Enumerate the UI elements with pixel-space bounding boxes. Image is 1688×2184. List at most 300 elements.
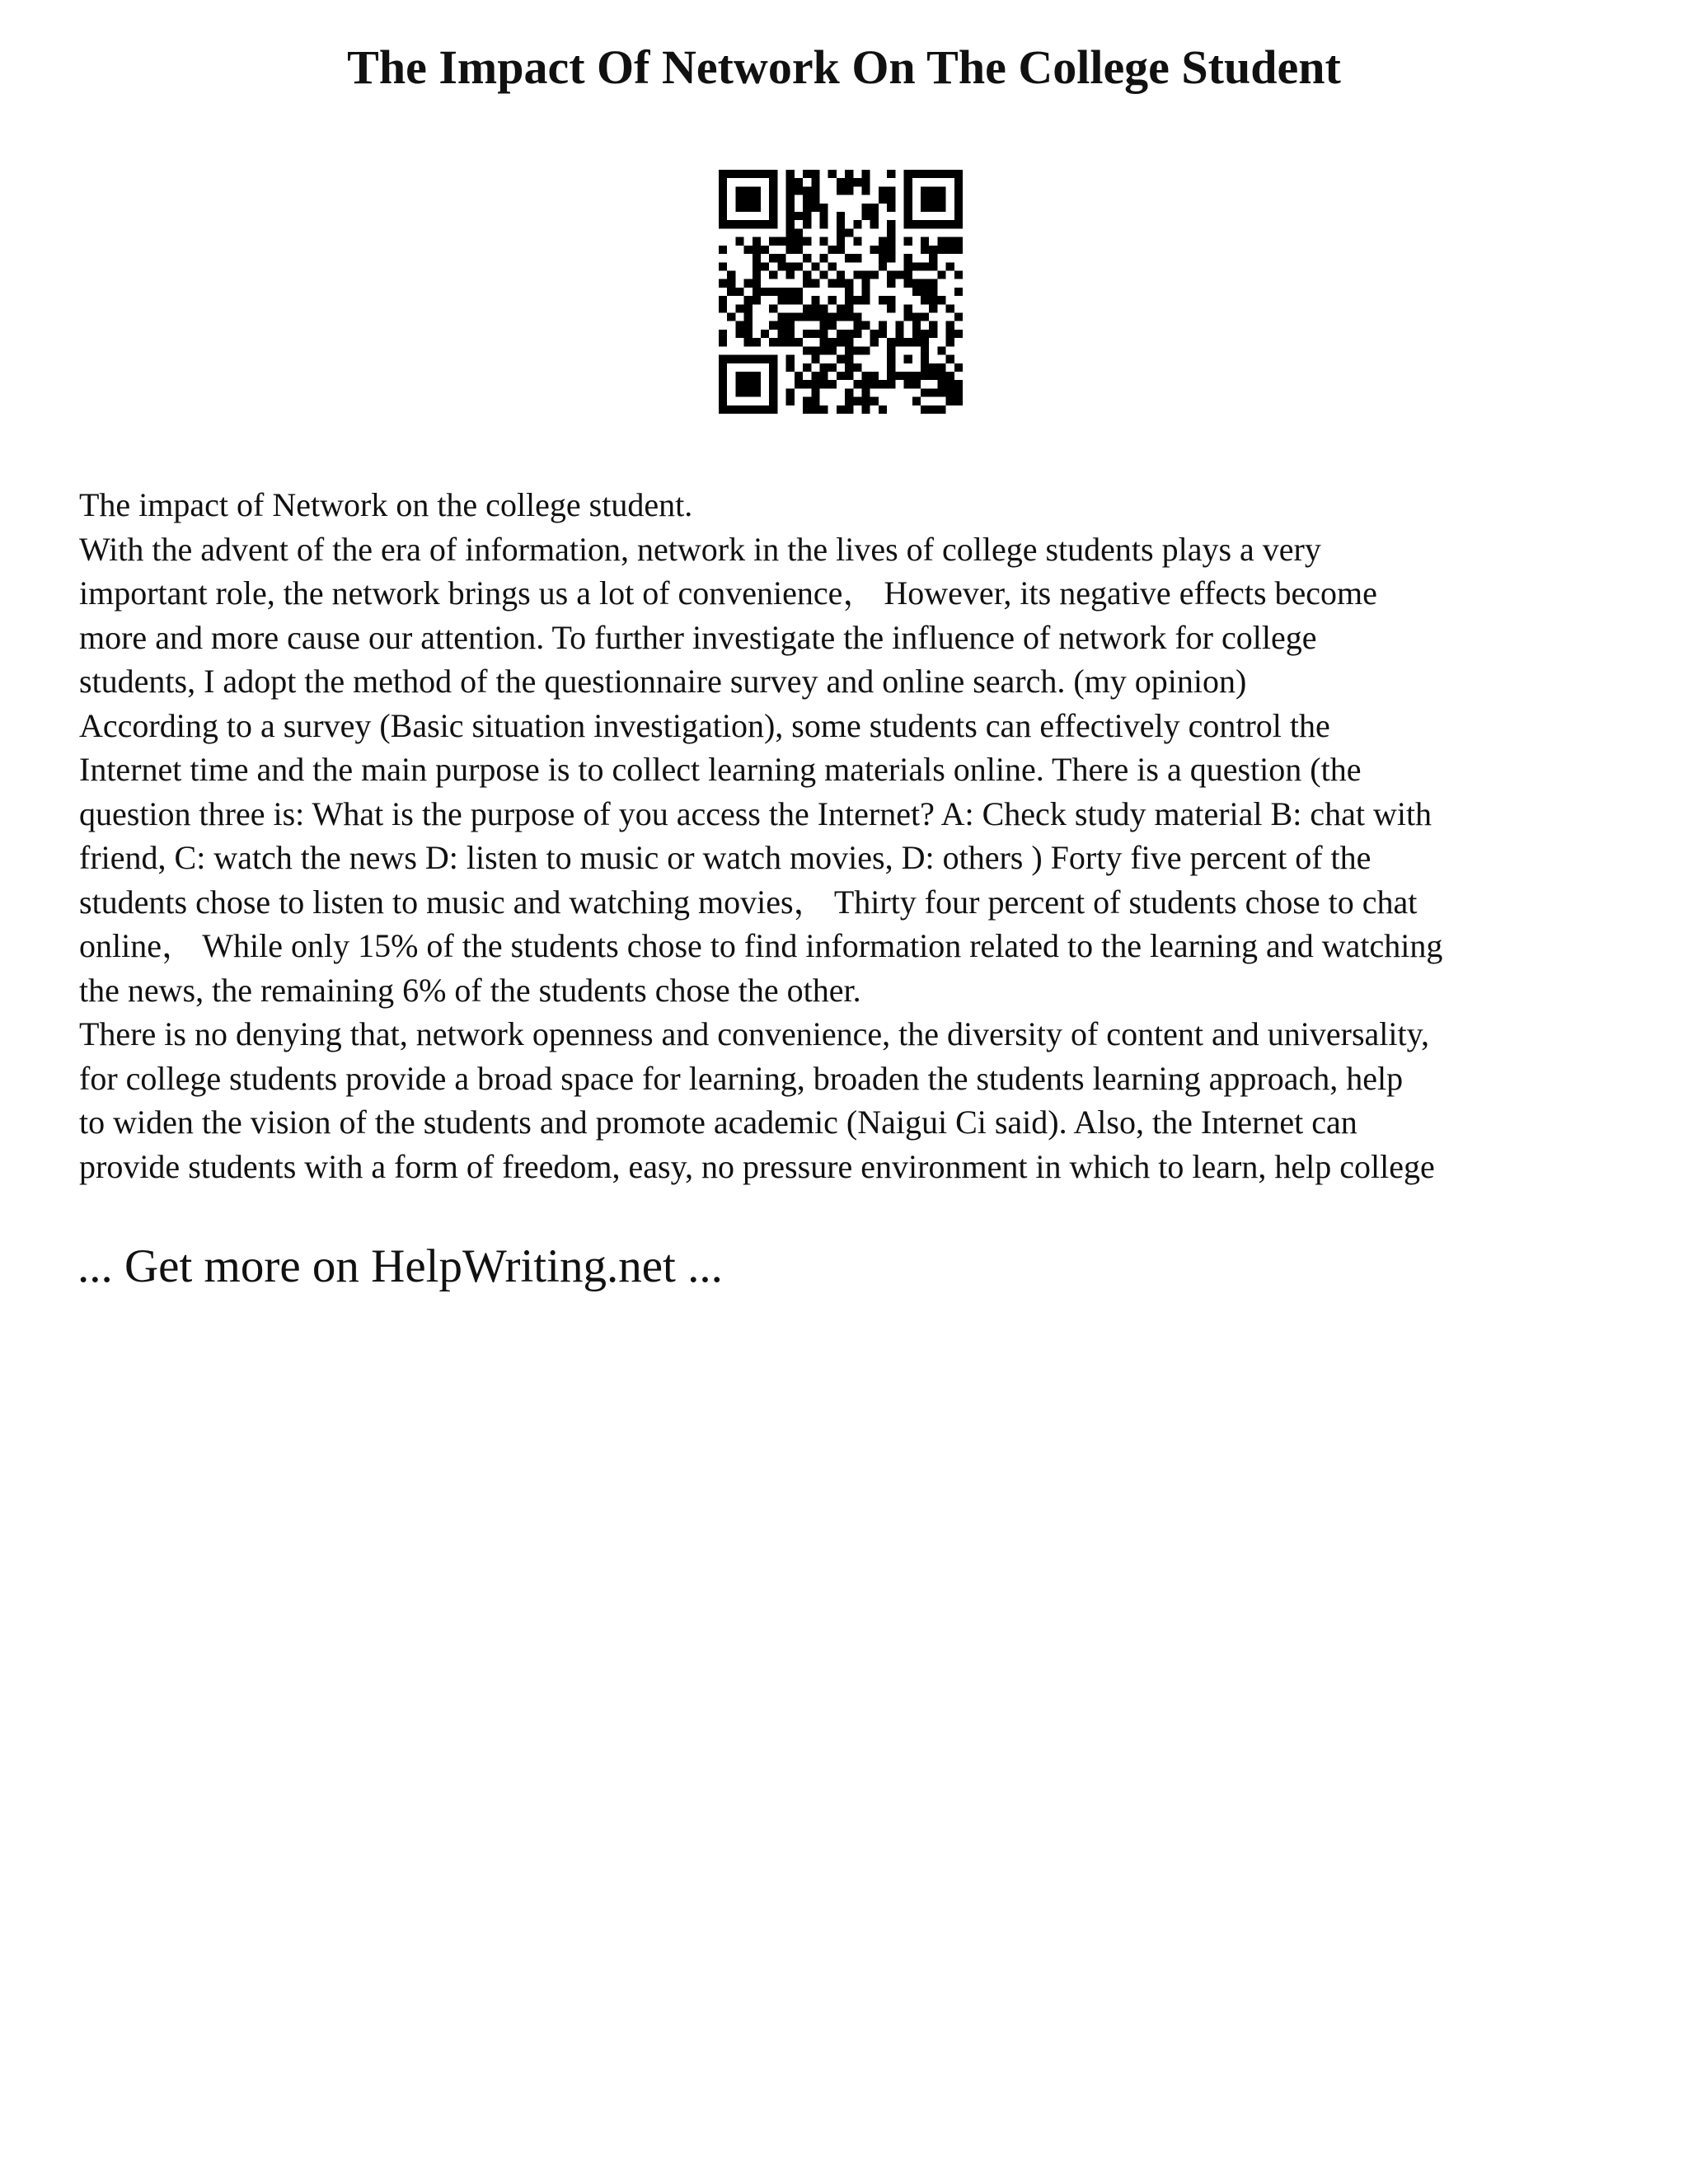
qr-module bbox=[937, 380, 945, 388]
qr-module bbox=[870, 380, 879, 388]
qr-module bbox=[819, 321, 828, 330]
qr-module bbox=[795, 372, 803, 380]
qr-module bbox=[753, 380, 761, 388]
qr-module bbox=[803, 330, 811, 338]
qr-module bbox=[753, 237, 761, 246]
text-line: for college students provide a broad space for learning, broaden the students learning approach, help bbox=[79, 1059, 1404, 1097]
qr-module bbox=[811, 388, 819, 396]
qr-module bbox=[777, 321, 785, 330]
qr-module bbox=[777, 313, 785, 321]
qr-module bbox=[819, 330, 828, 338]
qr-module bbox=[904, 237, 912, 246]
qr-module bbox=[753, 405, 761, 414]
qr-module bbox=[887, 220, 895, 228]
qr-module bbox=[786, 237, 795, 246]
qr-module bbox=[904, 355, 912, 363]
qr-module bbox=[845, 388, 853, 396]
qr-module bbox=[819, 204, 828, 212]
text-line: more and more cause our attention. To further investigate the influence of network for college bbox=[79, 618, 1317, 656]
text-line: According to a survey (Basic situation investigation), some students can effectively control the bbox=[79, 706, 1330, 744]
qr-module bbox=[828, 262, 837, 270]
qr-module bbox=[946, 262, 954, 270]
qr-module bbox=[753, 204, 761, 212]
qr-module bbox=[879, 262, 887, 270]
qr-module bbox=[904, 254, 912, 262]
qr-module bbox=[819, 212, 828, 220]
qr-module bbox=[954, 195, 963, 204]
get-more-link[interactable]: ... Get more on HelpWriting.net ... bbox=[77, 1240, 723, 1292]
qr-module bbox=[735, 372, 743, 380]
qr-module bbox=[879, 186, 887, 194]
qr-module bbox=[786, 330, 795, 338]
qr-module bbox=[887, 355, 895, 363]
qr-module bbox=[769, 270, 777, 279]
text-line: important role, the network brings us a lot of convenience， However, its negative effects become bbox=[79, 574, 1377, 612]
qr-module bbox=[853, 330, 861, 338]
qr-module bbox=[819, 270, 828, 279]
qr-module bbox=[727, 355, 735, 363]
qr-module bbox=[904, 186, 912, 194]
qr-module bbox=[777, 330, 785, 338]
qr-module bbox=[937, 363, 945, 372]
qr-module bbox=[929, 296, 937, 304]
page-title: The Impact Of Network On The College Student bbox=[347, 40, 1341, 94]
qr-module bbox=[719, 178, 727, 186]
qr-module bbox=[929, 186, 937, 194]
qr-module bbox=[811, 346, 819, 354]
qr-module bbox=[727, 270, 735, 279]
qr-module bbox=[786, 288, 795, 296]
paragraph-intro bbox=[79, 483, 1629, 527]
qr-module bbox=[912, 338, 921, 346]
qr-module bbox=[753, 355, 761, 363]
qr-module bbox=[845, 405, 853, 414]
qr-module bbox=[937, 237, 945, 246]
qr-module bbox=[828, 380, 837, 388]
qr-module bbox=[811, 313, 819, 321]
qr-module bbox=[954, 397, 963, 405]
qr-module bbox=[744, 296, 753, 304]
qr-module bbox=[845, 186, 853, 194]
text-line: friend, C: watch the news D: listen to music or watch movies, D: others ) Forty five percent of the bbox=[79, 839, 1372, 876]
qr-module bbox=[879, 296, 887, 304]
qr-module bbox=[912, 170, 921, 178]
qr-module bbox=[904, 170, 912, 178]
qr-module bbox=[862, 288, 870, 296]
qr-module bbox=[929, 204, 937, 212]
qr-module bbox=[753, 262, 761, 270]
qr-module bbox=[777, 288, 785, 296]
qr-module bbox=[786, 338, 795, 346]
text-line: students, I adopt the method of the questionnaire survey and online search. (my opinion) bbox=[79, 663, 1247, 700]
qr-module bbox=[870, 338, 879, 346]
qr-module bbox=[837, 313, 845, 321]
qr-module bbox=[921, 220, 929, 228]
qr-module bbox=[929, 304, 937, 312]
qr-module bbox=[811, 195, 819, 204]
qr-module bbox=[819, 372, 828, 380]
qr-module bbox=[912, 279, 921, 288]
qr-module bbox=[811, 304, 819, 312]
qr-module bbox=[921, 186, 929, 194]
qr-module bbox=[761, 405, 769, 414]
qr-module bbox=[912, 397, 921, 405]
qr-module bbox=[853, 296, 861, 304]
qr-module bbox=[744, 355, 753, 363]
qr-module bbox=[803, 195, 811, 204]
qr-module bbox=[845, 338, 853, 346]
qr-module bbox=[921, 388, 929, 396]
qr-module bbox=[795, 313, 803, 321]
qr-module bbox=[946, 237, 954, 246]
qr-module bbox=[719, 246, 727, 254]
qr-module bbox=[719, 262, 727, 270]
qr-module bbox=[887, 296, 895, 304]
qr-module bbox=[946, 355, 954, 363]
qr-module bbox=[845, 178, 853, 186]
qr-module bbox=[862, 405, 870, 414]
qr-module bbox=[879, 330, 887, 338]
qr-module bbox=[845, 346, 853, 354]
qr-module bbox=[895, 330, 903, 338]
qr-module bbox=[921, 330, 929, 338]
qr-module bbox=[727, 220, 735, 228]
qr-module bbox=[853, 397, 861, 405]
qr-module bbox=[887, 246, 895, 254]
qr-module bbox=[837, 330, 845, 338]
qr-module bbox=[786, 170, 795, 178]
qr-module bbox=[845, 372, 853, 380]
qr-module bbox=[887, 338, 895, 346]
qr-module bbox=[769, 355, 777, 363]
qr-module bbox=[769, 380, 777, 388]
qr-module bbox=[887, 254, 895, 262]
qr-module bbox=[937, 220, 945, 228]
qr-module bbox=[786, 363, 795, 372]
qr-module bbox=[887, 237, 895, 246]
qr-module bbox=[921, 288, 929, 296]
qr-module bbox=[803, 186, 811, 194]
qr-module bbox=[744, 313, 753, 321]
qr-module bbox=[769, 186, 777, 194]
qr-module bbox=[904, 279, 912, 288]
qr-module bbox=[870, 220, 879, 228]
qr-module bbox=[845, 330, 853, 338]
qr-module bbox=[862, 380, 870, 388]
qr-module bbox=[777, 262, 785, 270]
qr-module bbox=[828, 170, 837, 178]
qr-module bbox=[912, 380, 921, 388]
qr-module bbox=[937, 270, 945, 279]
qr-module bbox=[904, 204, 912, 212]
qr-module bbox=[786, 321, 795, 330]
qr-module bbox=[887, 372, 895, 380]
qr-module bbox=[803, 212, 811, 220]
qr-module bbox=[837, 304, 845, 312]
text-line: students chose to listen to music and watching movies， Thirty four percent of students chose to chat bbox=[79, 883, 1418, 921]
qr-module bbox=[954, 288, 963, 296]
qr-module bbox=[786, 355, 795, 363]
qr-module bbox=[879, 237, 887, 246]
qr-module bbox=[904, 372, 912, 380]
qr-module bbox=[912, 220, 921, 228]
qr-module bbox=[719, 195, 727, 204]
qr-module bbox=[887, 380, 895, 388]
qr-module bbox=[811, 296, 819, 304]
text-line: Internet time and the main purpose is to collect learning materials online. There is a question (the bbox=[79, 751, 1362, 788]
qr-module bbox=[769, 388, 777, 396]
qr-module bbox=[921, 346, 929, 354]
qr-module bbox=[921, 262, 929, 270]
qr-module bbox=[719, 204, 727, 212]
qr-module bbox=[912, 313, 921, 321]
qr-module bbox=[786, 186, 795, 194]
qr-module bbox=[862, 204, 870, 212]
qr-module bbox=[879, 380, 887, 388]
qr-module bbox=[828, 296, 837, 304]
qr-module bbox=[819, 237, 828, 246]
qr-module bbox=[845, 397, 853, 405]
qr-module bbox=[946, 338, 954, 346]
qr-module bbox=[769, 178, 777, 186]
qr-module bbox=[837, 212, 845, 220]
qr-module bbox=[744, 186, 753, 194]
qr-module bbox=[929, 254, 937, 262]
qr-module bbox=[954, 237, 963, 246]
qr-module bbox=[769, 372, 777, 380]
qr-module bbox=[744, 338, 753, 346]
qr-module bbox=[887, 228, 895, 237]
qr-module bbox=[769, 363, 777, 372]
qr-module bbox=[887, 363, 895, 372]
qr-module bbox=[777, 237, 785, 246]
qr-module bbox=[811, 170, 819, 178]
qr-module bbox=[744, 304, 753, 312]
qr-module bbox=[795, 380, 803, 388]
qr-module bbox=[954, 330, 963, 338]
qr-module bbox=[811, 355, 819, 363]
qr-module bbox=[753, 372, 761, 380]
qr-module bbox=[795, 338, 803, 346]
qr-module bbox=[803, 170, 811, 178]
qr-module bbox=[837, 405, 845, 414]
qr-module bbox=[811, 279, 819, 288]
qr-module bbox=[795, 212, 803, 220]
qr-module bbox=[837, 228, 845, 237]
qr-module bbox=[870, 397, 879, 405]
qr-module bbox=[744, 195, 753, 204]
qr-module bbox=[719, 170, 727, 178]
qr-module bbox=[853, 346, 861, 354]
qr-module bbox=[811, 204, 819, 212]
qr-module bbox=[803, 397, 811, 405]
qr-module bbox=[786, 195, 795, 204]
qr-module bbox=[727, 279, 735, 288]
qr-module bbox=[954, 363, 963, 372]
qr-module bbox=[946, 330, 954, 338]
qr-module bbox=[795, 246, 803, 254]
qr-module bbox=[753, 279, 761, 288]
qr-module bbox=[929, 279, 937, 288]
qr-module bbox=[954, 178, 963, 186]
qr-module bbox=[719, 330, 727, 338]
qr-module bbox=[828, 346, 837, 354]
qr-module bbox=[937, 346, 945, 354]
qr-module bbox=[786, 296, 795, 304]
qr-module bbox=[795, 296, 803, 304]
qr-module bbox=[929, 195, 937, 204]
qr-module bbox=[735, 380, 743, 388]
qr-module bbox=[795, 186, 803, 194]
qr-module bbox=[853, 321, 861, 330]
qr-module bbox=[811, 330, 819, 338]
qr-module bbox=[803, 304, 811, 312]
qr-module bbox=[719, 304, 727, 312]
qr-module bbox=[853, 237, 861, 246]
qr-module bbox=[870, 270, 879, 279]
qr-module bbox=[803, 363, 811, 372]
qr-module bbox=[719, 397, 727, 405]
qr-module bbox=[853, 363, 861, 372]
text-line: to widen the vision of the students and promote academic (Naigui Ci said). Also, the Internet can bbox=[79, 1104, 1357, 1141]
qr-module bbox=[921, 338, 929, 346]
qr-module bbox=[753, 288, 761, 296]
qr-module bbox=[937, 170, 945, 178]
qr-module bbox=[719, 380, 727, 388]
qr-module bbox=[819, 363, 828, 372]
qr-module bbox=[795, 262, 803, 270]
qr-module bbox=[744, 388, 753, 396]
qr-module bbox=[786, 270, 795, 279]
qr-module bbox=[744, 246, 753, 254]
qr-module bbox=[727, 405, 735, 414]
qr-module bbox=[828, 246, 837, 254]
qr-module bbox=[837, 355, 845, 363]
qr-module bbox=[744, 170, 753, 178]
qr-module bbox=[795, 228, 803, 237]
qr-module bbox=[912, 372, 921, 380]
paragraph-survey bbox=[79, 704, 1629, 1013]
paragraph-benefits bbox=[79, 1012, 1629, 1188]
qr-module bbox=[735, 237, 743, 246]
qr-module bbox=[769, 338, 777, 346]
qr-module bbox=[735, 388, 743, 396]
qr-module bbox=[929, 363, 937, 372]
qr-module bbox=[845, 254, 853, 262]
qr-module bbox=[937, 405, 945, 414]
qr-module bbox=[819, 220, 828, 228]
qr-module bbox=[946, 170, 954, 178]
qr-module bbox=[887, 279, 895, 288]
qr-module bbox=[904, 195, 912, 204]
qr-module bbox=[904, 313, 912, 321]
qr-module bbox=[735, 186, 743, 194]
qr-module bbox=[862, 296, 870, 304]
qr-module bbox=[744, 372, 753, 380]
qr-module bbox=[845, 363, 853, 372]
qr-module bbox=[853, 270, 861, 279]
qr-module bbox=[727, 313, 735, 321]
qr-module bbox=[921, 372, 929, 380]
qr-module bbox=[887, 346, 895, 354]
qr-module bbox=[879, 195, 887, 204]
qr-module bbox=[870, 330, 879, 338]
qr-module bbox=[921, 363, 929, 372]
qr-module bbox=[786, 204, 795, 212]
qr-module bbox=[753, 296, 761, 304]
qr-module bbox=[929, 330, 937, 338]
qr-module bbox=[904, 270, 912, 279]
qr-module bbox=[719, 212, 727, 220]
qr-module bbox=[937, 204, 945, 212]
qr-module bbox=[954, 270, 963, 279]
qr-code-graphic bbox=[719, 170, 963, 414]
qr-module bbox=[719, 355, 727, 363]
qr-module bbox=[803, 237, 811, 246]
qr-module bbox=[954, 220, 963, 228]
qr-module bbox=[954, 388, 963, 396]
qr-module bbox=[769, 288, 777, 296]
qr-module bbox=[946, 397, 954, 405]
qr-module bbox=[744, 405, 753, 414]
qr-module bbox=[921, 296, 929, 304]
qr-module bbox=[887, 304, 895, 312]
qr-module bbox=[769, 170, 777, 178]
qr-module bbox=[862, 397, 870, 405]
qr-module bbox=[879, 405, 887, 414]
qr-module bbox=[845, 304, 853, 312]
qr-module bbox=[921, 405, 929, 414]
qr-module bbox=[735, 355, 743, 363]
qr-module bbox=[786, 228, 795, 237]
qr-module bbox=[761, 246, 769, 254]
qr-module bbox=[753, 388, 761, 396]
qr-module bbox=[862, 346, 870, 354]
qr-module bbox=[719, 296, 727, 304]
qr-module bbox=[862, 388, 870, 396]
qr-module bbox=[904, 262, 912, 270]
qr-module bbox=[870, 246, 879, 254]
qr-module bbox=[719, 338, 727, 346]
qr-module bbox=[769, 254, 777, 262]
qr-module bbox=[921, 313, 929, 321]
qr-module bbox=[837, 246, 845, 254]
qr-module bbox=[735, 321, 743, 330]
qr-module bbox=[786, 262, 795, 270]
qr-module bbox=[837, 186, 845, 194]
qr-module bbox=[937, 246, 945, 254]
qr-module bbox=[753, 338, 761, 346]
qr-module bbox=[954, 212, 963, 220]
qr-module bbox=[929, 405, 937, 414]
qr-module bbox=[811, 380, 819, 388]
qr-module bbox=[786, 220, 795, 228]
qr-module bbox=[719, 388, 727, 396]
qr-module bbox=[819, 405, 828, 414]
qr-module bbox=[803, 220, 811, 228]
qr-module bbox=[761, 170, 769, 178]
qr-module bbox=[895, 270, 903, 279]
qr-module bbox=[777, 254, 785, 262]
qr-module bbox=[744, 220, 753, 228]
qr-module bbox=[904, 338, 912, 346]
qr-module bbox=[786, 178, 795, 186]
qr-code-icon bbox=[719, 170, 963, 414]
paragraph-background bbox=[79, 527, 1629, 704]
qr-module bbox=[761, 330, 769, 338]
qr-module bbox=[753, 254, 761, 262]
qr-module bbox=[845, 296, 853, 304]
